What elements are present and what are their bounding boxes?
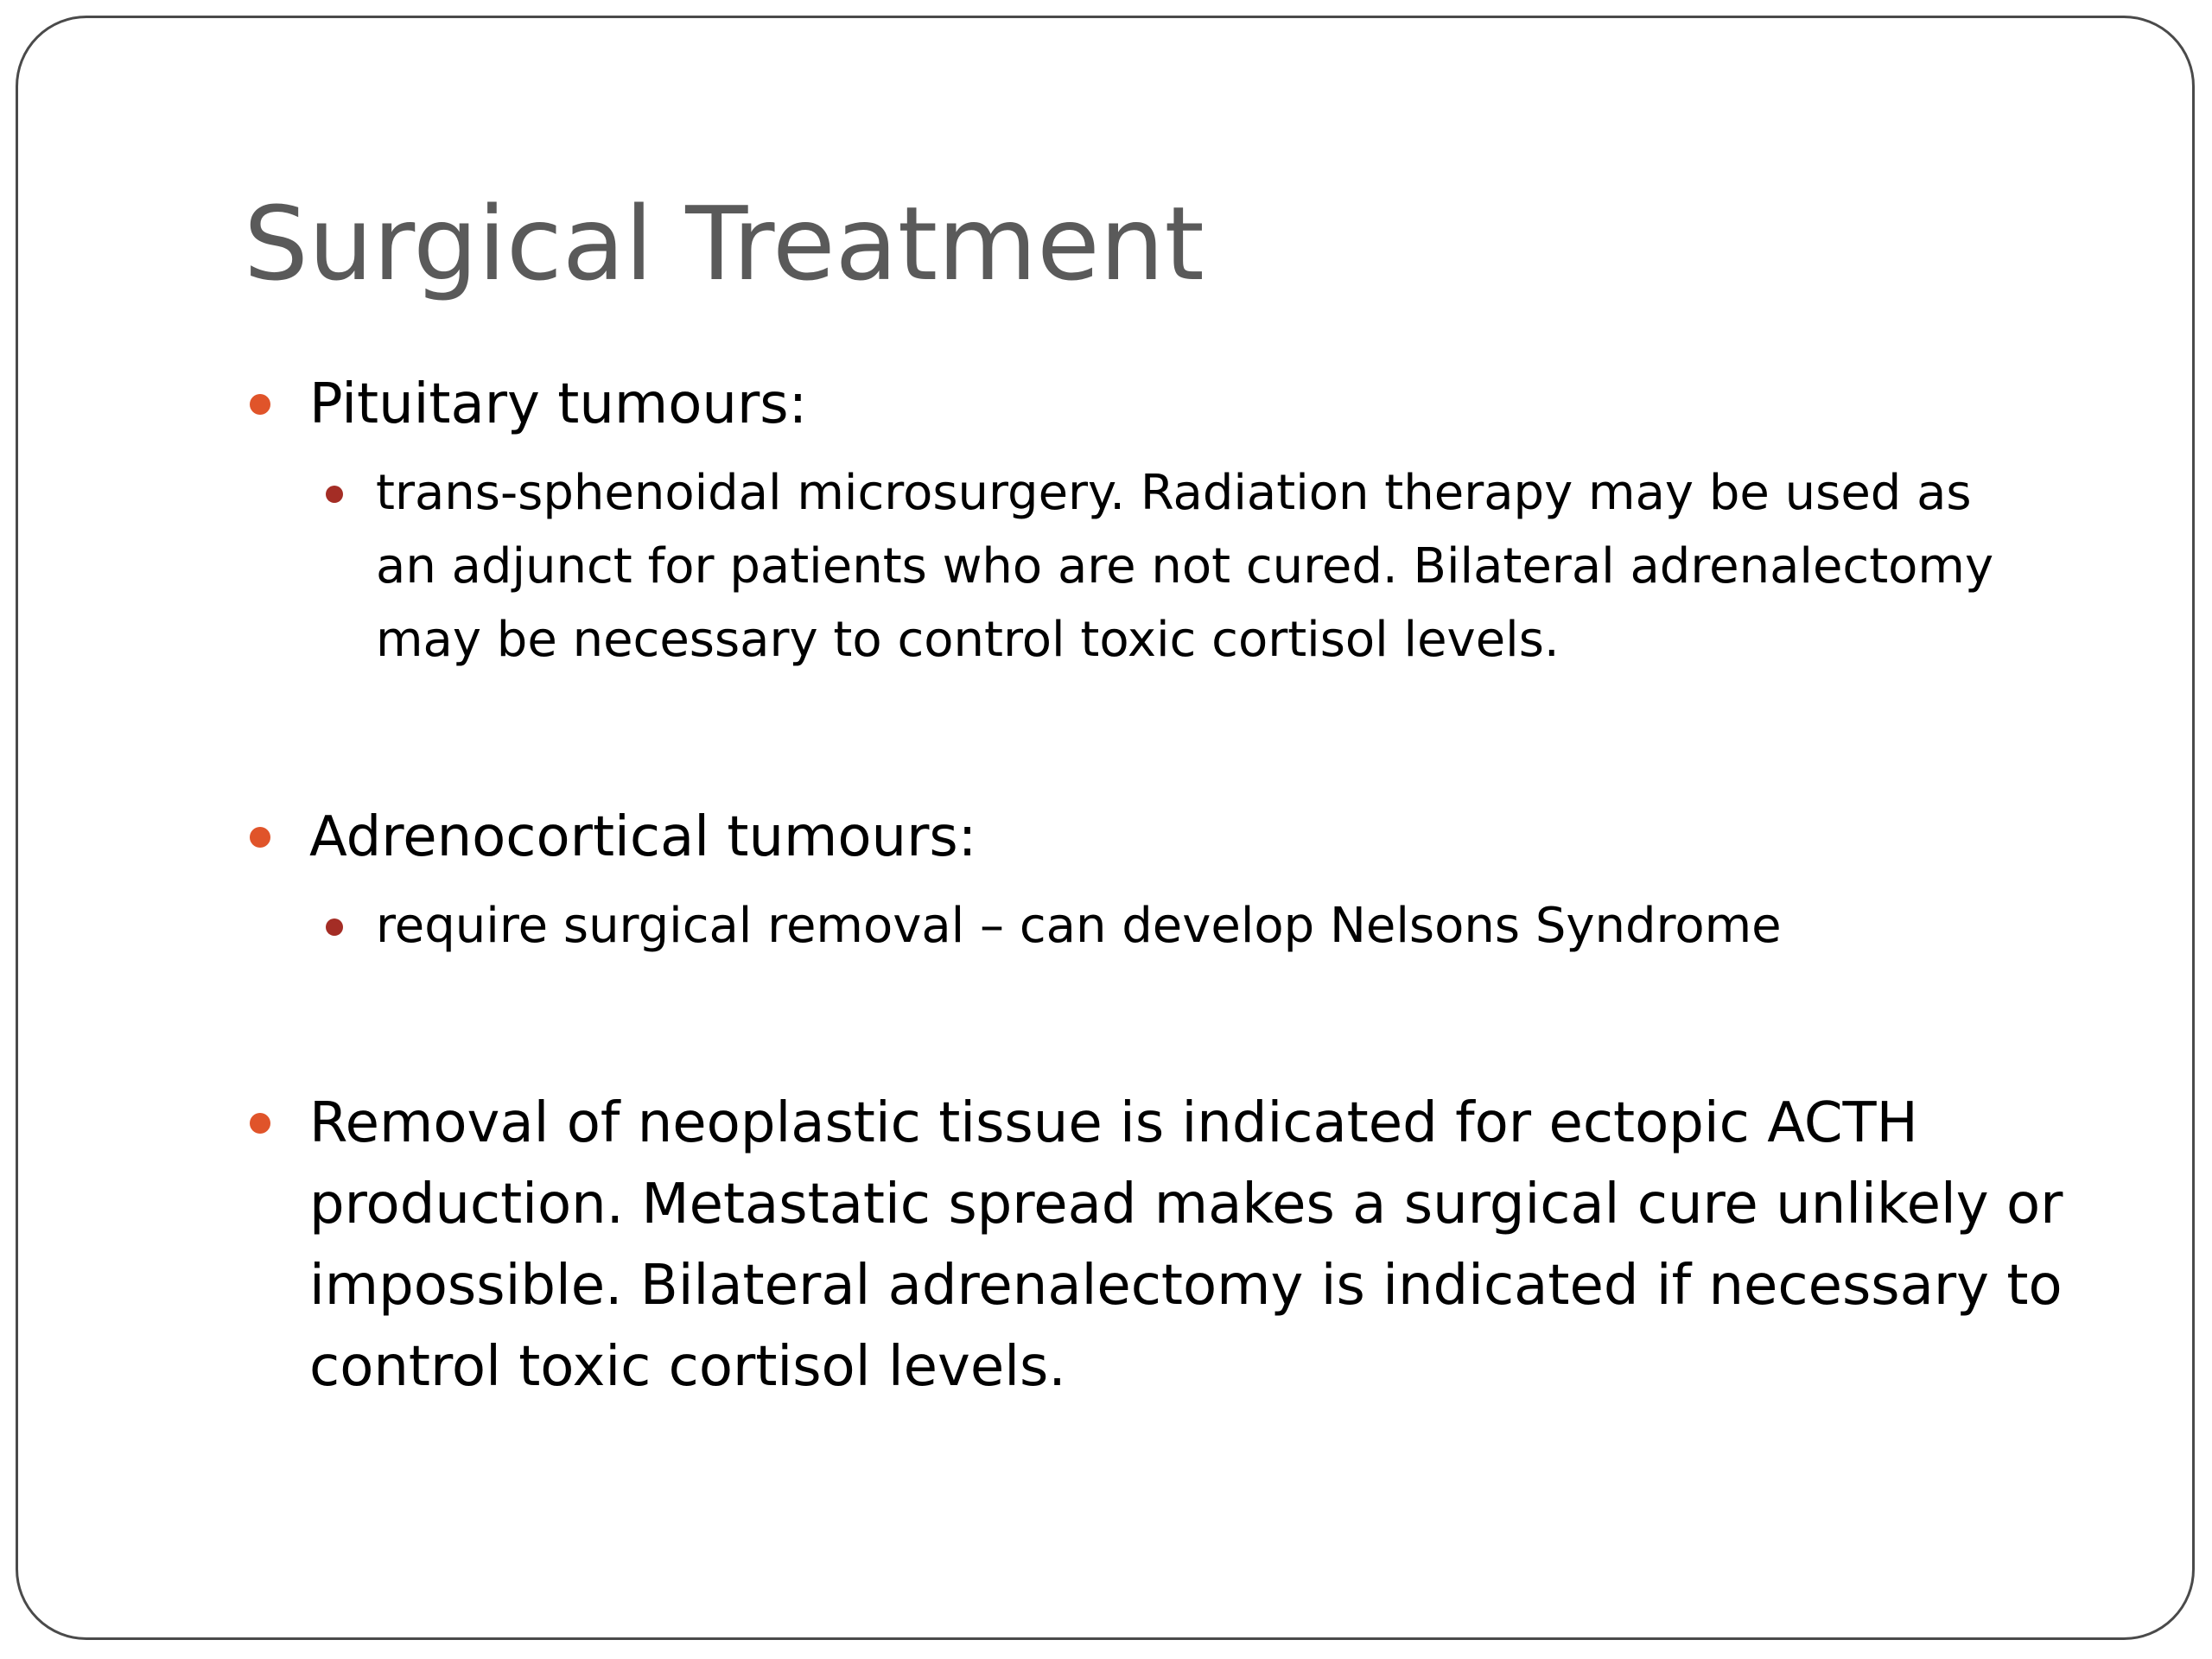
slide-title: Surgical Treatment (244, 184, 1205, 303)
bullet-ectopic-acth-removal (309, 1083, 2063, 1408)
text-line: impossible. Bilateral adrenalectomy is indicated if necessary to (309, 1254, 2063, 1318)
sub-bullet-dot-pituitary (326, 486, 343, 503)
bullet-adrenocortical-tumours: Adrenocortical tumours: (309, 805, 977, 869)
text-line: require surgical removal – can develop Nelsons Syndrome (376, 898, 1782, 954)
text-line: trans-sphenoidal microsurgery. Radiation therapy may be used as (376, 465, 1972, 521)
text-line: may be necessary to control toxic cortisol levels. (376, 612, 1560, 668)
bullet-dot-adrenocortical (250, 827, 270, 848)
text-line: control toxic cortisol levels. (309, 1335, 1066, 1399)
sub-bullet-dot-adrenocortical (326, 918, 343, 936)
bullet-dot-ectopic-acth (250, 1113, 270, 1134)
sub-bullet-adrenocortical-treatment (376, 889, 1782, 963)
text-line: an adjunct for patients who are not cured. Bilateral adrenalectomy (376, 538, 1994, 594)
bullet-dot-pituitary (250, 394, 270, 415)
text-line: Removal of neoplastic tissue is indicated for ectopic ACTH (309, 1091, 1918, 1155)
text-line: production. Metastatic spread makes a surgical cure unlikely or (309, 1173, 2063, 1236)
sub-bullet-pituitary-treatment (376, 456, 1993, 677)
bullet-pituitary-tumours: Pituitary tumours: (309, 372, 808, 436)
